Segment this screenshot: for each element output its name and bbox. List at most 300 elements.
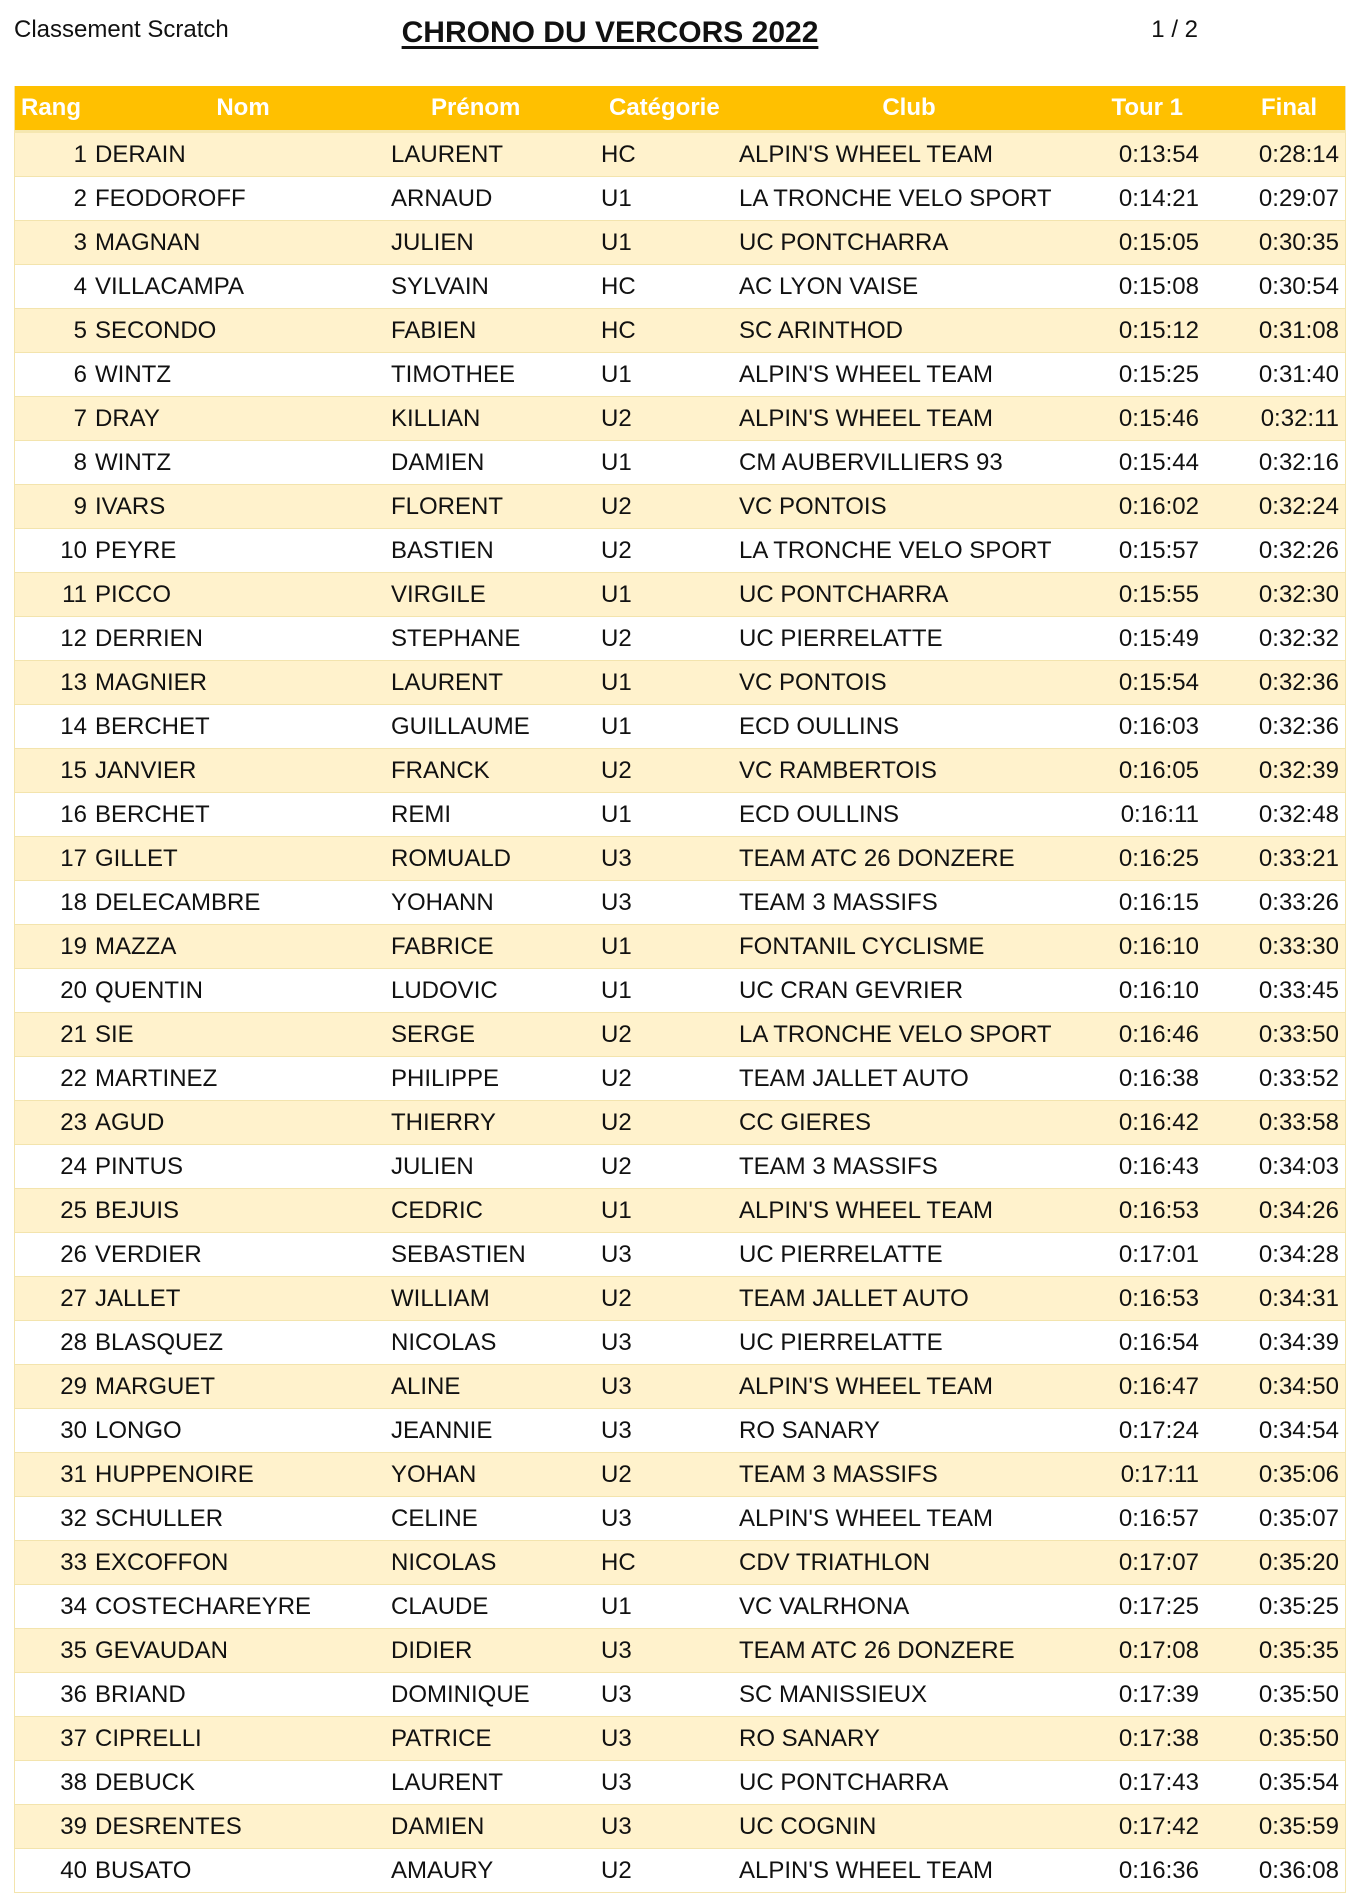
- cell-club: RO SANARY: [739, 1409, 1079, 1453]
- cell-nom: VILLACAMPA: [95, 265, 391, 309]
- cell-categorie: U1: [601, 793, 739, 837]
- cell-categorie: U1: [601, 1585, 739, 1629]
- cell-tour1: 0:17:24: [1079, 1409, 1207, 1453]
- cell-categorie: U3: [601, 1761, 739, 1805]
- cell-tour1: 0:16:47: [1079, 1365, 1207, 1409]
- cell-nom: BRIAND: [95, 1673, 391, 1717]
- cell-categorie: U2: [601, 1277, 739, 1321]
- table-row: [15, 881, 1346, 925]
- table-row: [15, 132, 1346, 177]
- cell-rang: 12: [15, 617, 96, 661]
- cell-final: 0:34:50: [1207, 1365, 1346, 1409]
- cell-nom: BUSATO: [95, 1849, 391, 1893]
- cell-prenom: CLAUDE: [391, 1585, 601, 1629]
- cell-club: SC MANISSIEUX: [739, 1673, 1079, 1717]
- cell-tour1: 0:15:12: [1079, 309, 1207, 353]
- cell-nom: BERCHET: [95, 793, 391, 837]
- cell-prenom: FABRICE: [391, 925, 601, 969]
- cell-categorie: U3: [601, 1497, 739, 1541]
- column-header-nom: Nom: [95, 86, 391, 132]
- cell-rang: 24: [15, 1145, 96, 1189]
- cell-final: 0:33:58: [1207, 1101, 1346, 1145]
- cell-rang: 13: [15, 661, 96, 705]
- cell-prenom: AMAURY: [391, 1849, 601, 1893]
- cell-club: TEAM 3 MASSIFS: [739, 1145, 1079, 1189]
- table-row: [15, 1761, 1346, 1805]
- table-row: [15, 1629, 1346, 1673]
- cell-nom: DERAIN: [95, 132, 391, 177]
- cell-nom: EXCOFFON: [95, 1541, 391, 1585]
- cell-tour1: 0:17:38: [1079, 1717, 1207, 1761]
- cell-tour1: 0:13:54: [1079, 132, 1207, 177]
- cell-club: TEAM JALLET AUTO: [739, 1057, 1079, 1101]
- cell-categorie: U3: [601, 881, 739, 925]
- cell-club: UC COGNIN: [739, 1805, 1079, 1849]
- table-row: [15, 925, 1346, 969]
- table-row: [15, 749, 1346, 793]
- cell-club: CC GIERES: [739, 1101, 1079, 1145]
- cell-prenom: FRANCK: [391, 749, 601, 793]
- cell-categorie: U2: [601, 617, 739, 661]
- cell-rang: 28: [15, 1321, 96, 1365]
- column-header-categorie: Catégorie: [601, 86, 739, 132]
- cell-final: 0:32:48: [1207, 793, 1346, 837]
- cell-nom: BEJUIS: [95, 1189, 391, 1233]
- table-row: [15, 1365, 1346, 1409]
- table-row: [15, 837, 1346, 881]
- cell-final: 0:30:35: [1207, 221, 1346, 265]
- cell-tour1: 0:14:21: [1079, 177, 1207, 221]
- table-row: [15, 1233, 1346, 1277]
- column-header-tour1: Tour 1: [1079, 86, 1207, 132]
- cell-final: 0:32:26: [1207, 529, 1346, 573]
- cell-club: UC PONTCHARRA: [739, 1761, 1079, 1805]
- cell-rang: 40: [15, 1849, 96, 1893]
- cell-rang: 22: [15, 1057, 96, 1101]
- cell-club: ALPIN'S WHEEL TEAM: [739, 1849, 1079, 1893]
- cell-final: 0:32:24: [1207, 485, 1346, 529]
- cell-nom: SCHULLER: [95, 1497, 391, 1541]
- cell-final: 0:33:52: [1207, 1057, 1346, 1101]
- table-row: [15, 1453, 1346, 1497]
- cell-prenom: ARNAUD: [391, 177, 601, 221]
- cell-nom: AGUD: [95, 1101, 391, 1145]
- cell-nom: GEVAUDAN: [95, 1629, 391, 1673]
- cell-rang: 33: [15, 1541, 96, 1585]
- cell-nom: FEODOROFF: [95, 177, 391, 221]
- cell-prenom: ROMUALD: [391, 837, 601, 881]
- cell-prenom: LAURENT: [391, 132, 601, 177]
- cell-prenom: KILLIAN: [391, 397, 601, 441]
- table-row: [15, 441, 1346, 485]
- cell-rang: 25: [15, 1189, 96, 1233]
- cell-categorie: U2: [601, 529, 739, 573]
- cell-rang: 15: [15, 749, 96, 793]
- table-row: [15, 573, 1346, 617]
- table-row: [15, 1101, 1346, 1145]
- cell-club: LA TRONCHE VELO SPORT: [739, 177, 1079, 221]
- cell-club: VC PONTOIS: [739, 485, 1079, 529]
- cell-club: UC CRAN GEVRIER: [739, 969, 1079, 1013]
- cell-final: 0:32:36: [1207, 705, 1346, 749]
- cell-final: 0:33:45: [1207, 969, 1346, 1013]
- cell-prenom: VIRGILE: [391, 573, 601, 617]
- cell-final: 0:34:54: [1207, 1409, 1346, 1453]
- cell-final: 0:33:26: [1207, 881, 1346, 925]
- cell-nom: JALLET: [95, 1277, 391, 1321]
- cell-club: LA TRONCHE VELO SPORT: [739, 1013, 1079, 1057]
- table-row: [15, 617, 1346, 661]
- cell-tour1: 0:17:25: [1079, 1585, 1207, 1629]
- cell-nom: MARTINEZ: [95, 1057, 391, 1101]
- cell-nom: DESRENTES: [95, 1805, 391, 1849]
- cell-club: UC PONTCHARRA: [739, 573, 1079, 617]
- cell-categorie: U2: [601, 1057, 739, 1101]
- cell-rang: 30: [15, 1409, 96, 1453]
- table-row: [15, 969, 1346, 1013]
- cell-categorie: U3: [601, 1717, 739, 1761]
- cell-club: ECD OULLINS: [739, 705, 1079, 749]
- cell-categorie: U2: [601, 1145, 739, 1189]
- cell-nom: QUENTIN: [95, 969, 391, 1013]
- table-row: [15, 1805, 1346, 1849]
- cell-prenom: DIDIER: [391, 1629, 601, 1673]
- table-header: [15, 86, 1346, 132]
- cell-nom: MAZZA: [95, 925, 391, 969]
- cell-final: 0:28:14: [1207, 132, 1346, 177]
- cell-final: 0:35:25: [1207, 1585, 1346, 1629]
- cell-tour1: 0:17:08: [1079, 1629, 1207, 1673]
- column-header-final: Final: [1207, 86, 1346, 132]
- table-row: [15, 529, 1346, 573]
- cell-club: CDV TRIATHLON: [739, 1541, 1079, 1585]
- page-header: [0, 0, 1220, 80]
- cell-tour1: 0:17:11: [1079, 1453, 1207, 1497]
- cell-club: CM AUBERVILLIERS 93: [739, 441, 1079, 485]
- cell-tour1: 0:15:49: [1079, 617, 1207, 661]
- cell-club: RO SANARY: [739, 1717, 1079, 1761]
- cell-categorie: U3: [601, 1673, 739, 1717]
- cell-tour1: 0:16:36: [1079, 1849, 1207, 1893]
- cell-final: 0:35:50: [1207, 1717, 1346, 1761]
- cell-final: 0:33:50: [1207, 1013, 1346, 1057]
- results-table: [14, 86, 1346, 1893]
- cell-club: AC LYON VAISE: [739, 265, 1079, 309]
- cell-prenom: WILLIAM: [391, 1277, 601, 1321]
- table-row: [15, 485, 1346, 529]
- cell-categorie: U2: [601, 485, 739, 529]
- page-title: CHRONO DU VERCORS 2022: [401, 16, 819, 49]
- table-row: [15, 1497, 1346, 1541]
- cell-prenom: LAURENT: [391, 1761, 601, 1805]
- cell-rang: 37: [15, 1717, 96, 1761]
- cell-prenom: FABIEN: [391, 309, 601, 353]
- cell-prenom: ALINE: [391, 1365, 601, 1409]
- table-row: [15, 177, 1346, 221]
- cell-prenom: DAMIEN: [391, 1805, 601, 1849]
- cell-tour1: 0:16:15: [1079, 881, 1207, 925]
- cell-final: 0:33:21: [1207, 837, 1346, 881]
- cell-final: 0:35:54: [1207, 1761, 1346, 1805]
- cell-final: 0:31:08: [1207, 309, 1346, 353]
- cell-club: LA TRONCHE VELO SPORT: [739, 529, 1079, 573]
- table-row: [15, 397, 1346, 441]
- cell-nom: PICCO: [95, 573, 391, 617]
- cell-prenom: YOHANN: [391, 881, 601, 925]
- cell-prenom: JULIEN: [391, 1145, 601, 1189]
- cell-nom: DEBUCK: [95, 1761, 391, 1805]
- cell-final: 0:35:35: [1207, 1629, 1346, 1673]
- cell-categorie: U2: [601, 1013, 739, 1057]
- cell-prenom: STEPHANE: [391, 617, 601, 661]
- cell-categorie: U1: [601, 353, 739, 397]
- cell-rang: 19: [15, 925, 96, 969]
- cell-club: ALPIN'S WHEEL TEAM: [739, 1189, 1079, 1233]
- cell-nom: GILLET: [95, 837, 391, 881]
- cell-prenom: GUILLAUME: [391, 705, 601, 749]
- table-row: [15, 1541, 1346, 1585]
- cell-final: 0:32:39: [1207, 749, 1346, 793]
- cell-rang: 7: [15, 397, 96, 441]
- cell-categorie: U1: [601, 573, 739, 617]
- page-number: 1 / 2: [1151, 16, 1198, 43]
- cell-categorie: U2: [601, 1101, 739, 1145]
- cell-club: UC PIERRELATTE: [739, 617, 1079, 661]
- cell-tour1: 0:17:01: [1079, 1233, 1207, 1277]
- cell-categorie: U1: [601, 661, 739, 705]
- cell-categorie: U2: [601, 1849, 739, 1893]
- cell-categorie: HC: [601, 265, 739, 309]
- column-header-prenom: Prénom: [391, 86, 601, 132]
- cell-final: 0:35:50: [1207, 1673, 1346, 1717]
- cell-final: 0:34:28: [1207, 1233, 1346, 1277]
- cell-rang: 27: [15, 1277, 96, 1321]
- cell-nom: BERCHET: [95, 705, 391, 749]
- cell-categorie: U2: [601, 1453, 739, 1497]
- cell-prenom: FLORENT: [391, 485, 601, 529]
- cell-nom: CIPRELLI: [95, 1717, 391, 1761]
- cell-prenom: TIMOTHEE: [391, 353, 601, 397]
- cell-club: UC PONTCHARRA: [739, 221, 1079, 265]
- cell-nom: MAGNAN: [95, 221, 391, 265]
- cell-rang: 8: [15, 441, 96, 485]
- cell-club: UC PIERRELATTE: [739, 1321, 1079, 1365]
- cell-rang: 26: [15, 1233, 96, 1277]
- cell-categorie: HC: [601, 1541, 739, 1585]
- cell-rang: 31: [15, 1453, 96, 1497]
- cell-prenom: BASTIEN: [391, 529, 601, 573]
- table-row: [15, 1189, 1346, 1233]
- cell-final: 0:30:54: [1207, 265, 1346, 309]
- cell-final: 0:32:16: [1207, 441, 1346, 485]
- cell-rang: 32: [15, 1497, 96, 1541]
- cell-nom: PEYRE: [95, 529, 391, 573]
- table-row: [15, 1057, 1346, 1101]
- table-row: [15, 1717, 1346, 1761]
- table-row: [15, 353, 1346, 397]
- cell-nom: DERRIEN: [95, 617, 391, 661]
- cell-final: 0:31:40: [1207, 353, 1346, 397]
- cell-categorie: U1: [601, 177, 739, 221]
- cell-rang: 21: [15, 1013, 96, 1057]
- cell-tour1: 0:16:02: [1079, 485, 1207, 529]
- column-header-rang: Rang: [15, 86, 96, 132]
- cell-prenom: LAURENT: [391, 661, 601, 705]
- cell-club: VC PONTOIS: [739, 661, 1079, 705]
- cell-club: ECD OULLINS: [739, 793, 1079, 837]
- table-row: [15, 1585, 1346, 1629]
- cell-rang: 35: [15, 1629, 96, 1673]
- cell-prenom: JULIEN: [391, 221, 601, 265]
- cell-nom: PINTUS: [95, 1145, 391, 1189]
- cell-rang: 34: [15, 1585, 96, 1629]
- cell-tour1: 0:16:57: [1079, 1497, 1207, 1541]
- cell-rang: 38: [15, 1761, 96, 1805]
- document-label: Classement Scratch: [14, 16, 229, 43]
- cell-final: 0:34:03: [1207, 1145, 1346, 1189]
- cell-final: 0:34:26: [1207, 1189, 1346, 1233]
- cell-categorie: U1: [601, 925, 739, 969]
- cell-tour1: 0:16:11: [1079, 793, 1207, 837]
- cell-final: 0:33:30: [1207, 925, 1346, 969]
- cell-rang: 6: [15, 353, 96, 397]
- cell-rang: 36: [15, 1673, 96, 1717]
- column-header-club: Club: [739, 86, 1079, 132]
- cell-categorie: U1: [601, 969, 739, 1013]
- cell-club: ALPIN'S WHEEL TEAM: [739, 353, 1079, 397]
- cell-tour1: 0:16:38: [1079, 1057, 1207, 1101]
- cell-rang: 18: [15, 881, 96, 925]
- cell-categorie: U3: [601, 1321, 739, 1365]
- cell-categorie: HC: [601, 132, 739, 177]
- cell-rang: 20: [15, 969, 96, 1013]
- cell-nom: HUPPENOIRE: [95, 1453, 391, 1497]
- cell-prenom: PHILIPPE: [391, 1057, 601, 1101]
- table-row: [15, 793, 1346, 837]
- cell-final: 0:35:07: [1207, 1497, 1346, 1541]
- cell-tour1: 0:15:55: [1079, 573, 1207, 617]
- cell-prenom: YOHAN: [391, 1453, 601, 1497]
- cell-prenom: PATRICE: [391, 1717, 601, 1761]
- cell-categorie: HC: [601, 309, 739, 353]
- cell-categorie: U1: [601, 441, 739, 485]
- cell-rang: 14: [15, 705, 96, 749]
- cell-rang: 3: [15, 221, 96, 265]
- cell-rang: 4: [15, 265, 96, 309]
- cell-final: 0:32:36: [1207, 661, 1346, 705]
- cell-club: ALPIN'S WHEEL TEAM: [739, 132, 1079, 177]
- cell-prenom: CEDRIC: [391, 1189, 601, 1233]
- cell-tour1: 0:15:44: [1079, 441, 1207, 485]
- cell-tour1: 0:16:42: [1079, 1101, 1207, 1145]
- cell-nom: LONGO: [95, 1409, 391, 1453]
- cell-tour1: 0:17:39: [1079, 1673, 1207, 1717]
- cell-rang: 17: [15, 837, 96, 881]
- cell-club: VC RAMBERTOIS: [739, 749, 1079, 793]
- cell-categorie: U3: [601, 1233, 739, 1277]
- cell-final: 0:34:39: [1207, 1321, 1346, 1365]
- cell-rang: 5: [15, 309, 96, 353]
- cell-final: 0:36:08: [1207, 1849, 1346, 1893]
- table-row: [15, 1277, 1346, 1321]
- cell-prenom: LUDOVIC: [391, 969, 601, 1013]
- cell-prenom: SEBASTIEN: [391, 1233, 601, 1277]
- cell-club: TEAM ATC 26 DONZERE: [739, 1629, 1079, 1673]
- table-row: [15, 1145, 1346, 1189]
- table-row: [15, 1013, 1346, 1057]
- cell-tour1: 0:15:57: [1079, 529, 1207, 573]
- cell-nom: WINTZ: [95, 353, 391, 397]
- cell-final: 0:32:11: [1207, 397, 1346, 441]
- cell-tour1: 0:16:03: [1079, 705, 1207, 749]
- cell-final: 0:32:32: [1207, 617, 1346, 661]
- cell-nom: BLASQUEZ: [95, 1321, 391, 1365]
- cell-club: ALPIN'S WHEEL TEAM: [739, 1365, 1079, 1409]
- cell-prenom: DAMIEN: [391, 441, 601, 485]
- table-row: [15, 265, 1346, 309]
- cell-categorie: U1: [601, 705, 739, 749]
- cell-rang: 29: [15, 1365, 96, 1409]
- cell-rang: 16: [15, 793, 96, 837]
- cell-categorie: U2: [601, 397, 739, 441]
- cell-nom: JANVIER: [95, 749, 391, 793]
- cell-nom: MARGUET: [95, 1365, 391, 1409]
- table-row: [15, 1321, 1346, 1365]
- cell-tour1: 0:16:54: [1079, 1321, 1207, 1365]
- cell-tour1: 0:15:25: [1079, 353, 1207, 397]
- cell-club: UC PIERRELATTE: [739, 1233, 1079, 1277]
- table-row: [15, 1673, 1346, 1717]
- cell-prenom: CELINE: [391, 1497, 601, 1541]
- cell-rang: 1: [15, 132, 96, 177]
- cell-tour1: 0:15:05: [1079, 221, 1207, 265]
- cell-club: ALPIN'S WHEEL TEAM: [739, 1497, 1079, 1541]
- cell-nom: WINTZ: [95, 441, 391, 485]
- cell-categorie: U3: [601, 837, 739, 881]
- cell-categorie: U3: [601, 1409, 739, 1453]
- cell-final: 0:35:06: [1207, 1453, 1346, 1497]
- cell-final: 0:29:07: [1207, 177, 1346, 221]
- table-body: [15, 132, 1346, 1893]
- cell-nom: SECONDO: [95, 309, 391, 353]
- cell-rang: 10: [15, 529, 96, 573]
- cell-rang: 11: [15, 573, 96, 617]
- cell-tour1: 0:16:53: [1079, 1277, 1207, 1321]
- cell-prenom: JEANNIE: [391, 1409, 601, 1453]
- cell-rang: 23: [15, 1101, 96, 1145]
- cell-prenom: SERGE: [391, 1013, 601, 1057]
- cell-rang: 9: [15, 485, 96, 529]
- table-row: [15, 661, 1346, 705]
- header-row: [15, 86, 1346, 132]
- table-row: [15, 1849, 1346, 1893]
- cell-tour1: 0:15:54: [1079, 661, 1207, 705]
- cell-tour1: 0:15:46: [1079, 397, 1207, 441]
- cell-categorie: U3: [601, 1365, 739, 1409]
- cell-final: 0:35:20: [1207, 1541, 1346, 1585]
- cell-prenom: NICOLAS: [391, 1541, 601, 1585]
- cell-club: TEAM JALLET AUTO: [739, 1277, 1079, 1321]
- cell-tour1: 0:16:10: [1079, 925, 1207, 969]
- cell-tour1: 0:16:25: [1079, 837, 1207, 881]
- cell-nom: VERDIER: [95, 1233, 391, 1277]
- table-row: [15, 705, 1346, 749]
- cell-categorie: U2: [601, 749, 739, 793]
- cell-tour1: 0:16:10: [1079, 969, 1207, 1013]
- cell-prenom: NICOLAS: [391, 1321, 601, 1365]
- cell-club: FONTANIL CYCLISME: [739, 925, 1079, 969]
- cell-nom: SIE: [95, 1013, 391, 1057]
